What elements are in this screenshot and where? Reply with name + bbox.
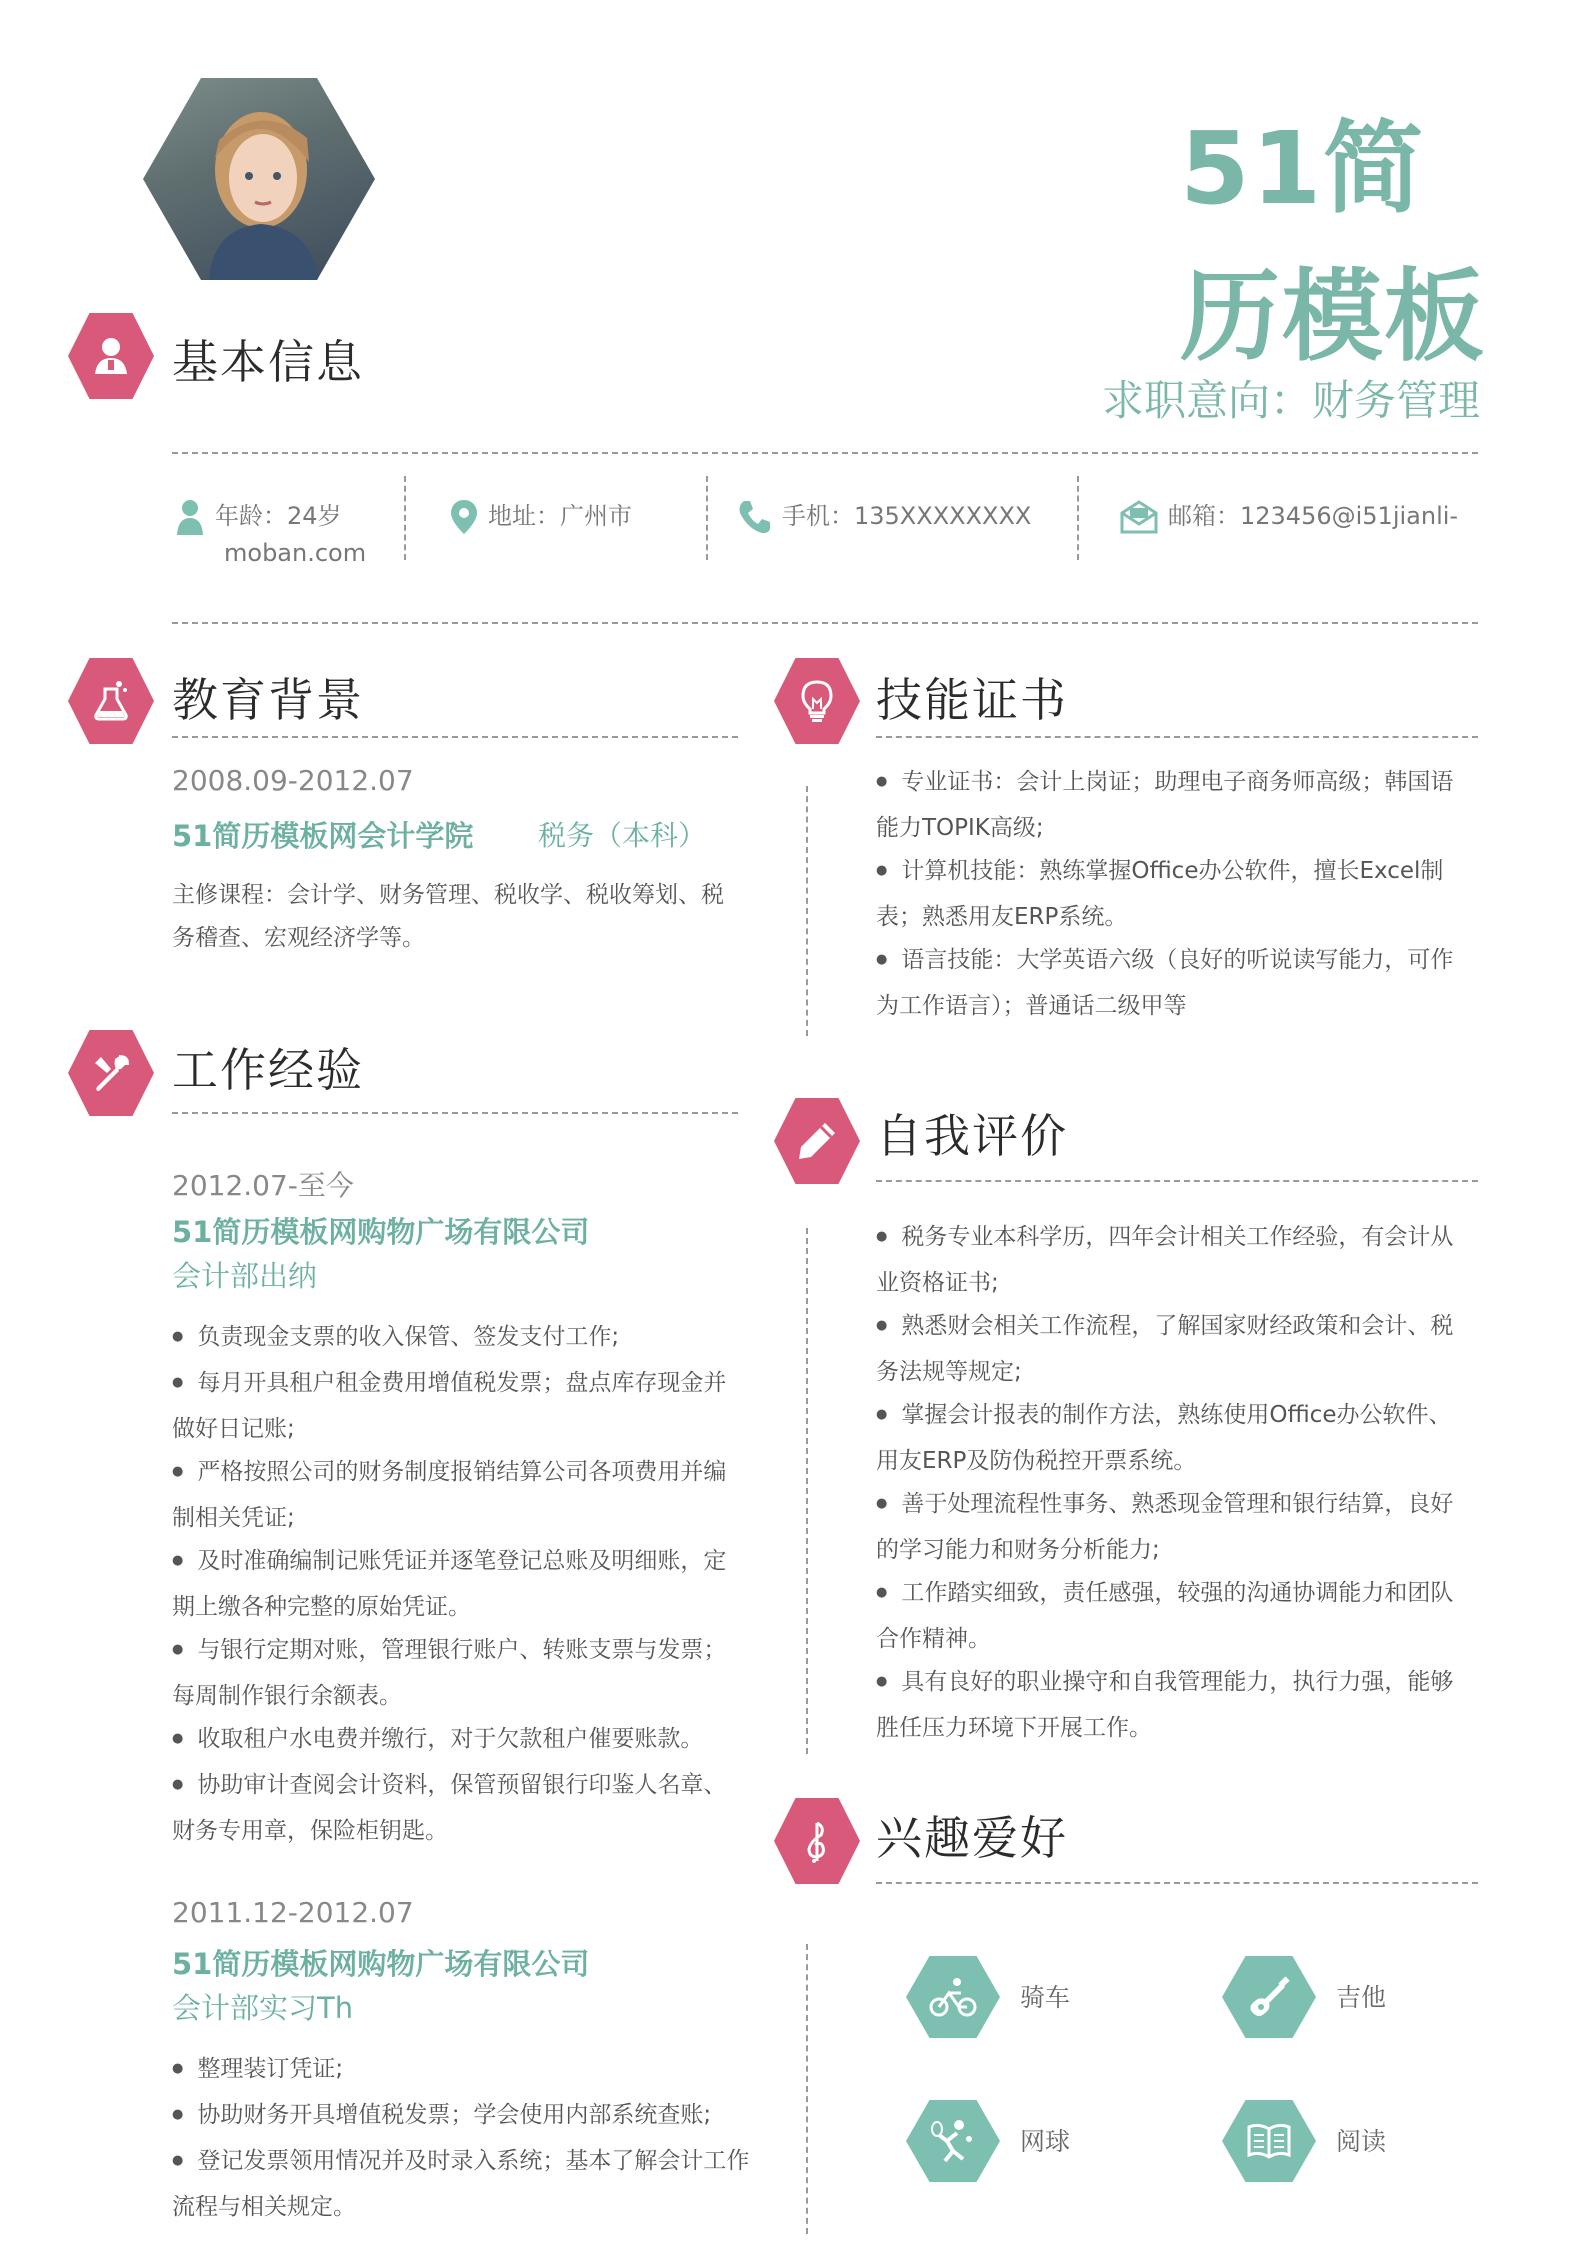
email-text: 邮箱：123456@i51jianli- [1168, 502, 1459, 530]
divider [172, 452, 1478, 454]
divider [172, 1112, 738, 1114]
lightbulb-icon [795, 679, 839, 723]
divider [806, 1944, 808, 2234]
divider [806, 1228, 808, 1754]
info-address [450, 496, 632, 535]
hobby-label-guitar: 吉他 [1336, 1983, 1387, 2012]
duty-item: ● 及时准确编制记账凭证并逐笔登记总账及明细账，定期上缴各种完整的原始凭证。 [172, 1540, 738, 1629]
age-text: 年龄：24岁 [215, 502, 342, 530]
self-eval-list [876, 1216, 1472, 1750]
skills-title: 技能证书 [876, 673, 1068, 727]
duty-item: ● 收取租户水电费并缴行，对于欠款租户催要账款。 [172, 1718, 738, 1764]
duty-item: ● 协助财务开具增值税发票；学会使用内部系统查账; [172, 2094, 758, 2140]
info-email [1120, 496, 1458, 535]
hobby-tennis [906, 2100, 1000, 2182]
job-1-duties [172, 1316, 738, 1853]
education-major: 税务（本科） [538, 819, 707, 852]
skills-list [876, 761, 1472, 1028]
duty-item: ● 整理装订凭证; [172, 2048, 758, 2094]
hobby-label-bicycle: 骑车 [1020, 1983, 1071, 2012]
divider [806, 786, 808, 1036]
hobby-label-tennis: 网球 [1020, 2127, 1071, 2156]
self-eval-item: ● 具有良好的职业操守和自我管理能力，执行力强，能够胜任压力环境下开展工作。 [876, 1661, 1472, 1750]
duty-item: ● 严格按照公司的财务制度报销结算公司各项费用并编制相关凭证; [172, 1451, 738, 1540]
basic-info-title: 基本信息 [172, 335, 364, 389]
self-eval-title: 自我评价 [876, 1109, 1068, 1163]
duty-item: ● 负责现金支票的收入保管、签发支付工作; [172, 1316, 738, 1362]
skill-item: ● 专业证书：会计上岗证；助理电子商务师高级；韩国语能力TOPIK高级; [876, 761, 1472, 850]
education-school: 51简历模板网会计学院 [172, 819, 474, 853]
self-eval-item: ● 善于处理流程性事务、熟悉现金管理和银行结算，良好的学习能力和财务分析能力; [876, 1483, 1472, 1572]
wrench-icon [89, 1051, 133, 1095]
skill-item: ● 计算机技能：熟练掌握Office办公软件，擅长Excel制表；熟悉用友ERP系统。 [876, 850, 1472, 939]
info-age [175, 496, 342, 535]
divider [172, 622, 1478, 624]
skill-item: ● 语言技能：大学英语六级（良好的听说读写能力，可作为工作语言）；普通话二级甲等 [876, 939, 1472, 1028]
skills-badge [774, 658, 860, 744]
divider [876, 1180, 1478, 1182]
duty-item: ● 协助审计查阅会计资料，保管预留银行印鉴人名章、财务专用章，保险柜钥匙。 [172, 1764, 738, 1853]
location-pin-icon [450, 499, 478, 535]
phone-text: 手机：135XXXXXXXX [782, 502, 1032, 530]
flask-icon [89, 679, 133, 723]
guitar-icon [1245, 1973, 1293, 2021]
info-phone [736, 496, 1031, 535]
education-period: 2008.09-2012.07 [172, 764, 414, 797]
mail-icon [1120, 499, 1158, 535]
job-2-period: 2011.12-2012.07 [172, 1896, 414, 1929]
resume-name: 51简历模板 [1180, 110, 1486, 375]
hobby-guitar [1222, 1956, 1316, 2038]
job-intention [1102, 368, 1480, 428]
address-text: 地址：广州市 [488, 502, 632, 530]
education-courses: 主修课程：会计学、财务管理、税收学、税收筹划、税务稽查、宏观经济学等。 [172, 882, 724, 951]
self-eval-item: ● 熟悉财会相关工作流程，了解国家财经政策和会计、税务法规等规定; [876, 1305, 1472, 1394]
job-2-company: 51简历模板网购物广场有限公司 [172, 1947, 590, 1981]
job-intention-value: 财务管理 [1311, 376, 1480, 425]
job-1-position: 会计部出纳 [172, 1259, 318, 1293]
hobby-bicycle [906, 1956, 1000, 2038]
duty-item: ● 登记发票领用情况并及时录入系统；基本了解会计工作流程与相关规定。 [172, 2140, 758, 2229]
job-2-duties [172, 2048, 758, 2229]
divider [706, 476, 708, 560]
duty-item: ● 与银行定期对账，管理银行账户、转账支票与发票；每周制作银行余额表。 [172, 1629, 738, 1718]
divider [1077, 476, 1079, 560]
hobby-label-reading: 阅读 [1336, 2127, 1387, 2156]
pencil-icon [795, 1119, 839, 1163]
job-2-position: 会计部实习Th [172, 1991, 354, 2025]
education-badge [68, 658, 154, 744]
job-1-company: 51简历模板网购物广场有限公司 [172, 1215, 590, 1249]
self-eval-item: ● 工作踏实细致，责任感强，较强的沟通协调能力和团队合作精神。 [876, 1572, 1472, 1661]
education-title: 教育背景 [172, 673, 364, 727]
job-1-period: 2012.07-至今 [172, 1169, 354, 1202]
hobby-reading [1222, 2100, 1316, 2182]
hobbies-badge [774, 1798, 860, 1884]
portrait-photo-icon [143, 78, 375, 280]
avatar [143, 78, 375, 280]
divider [876, 736, 1478, 738]
work-badge [68, 1030, 154, 1116]
info-email-cont: moban.com [224, 539, 367, 567]
duty-item: ● 每月开具租户租金费用增值税发票；盘点库存现金并做好日记账; [172, 1362, 738, 1451]
divider [172, 736, 738, 738]
job-intention-label: 求职意向： [1101, 376, 1312, 425]
person-icon [89, 334, 133, 378]
divider [404, 476, 406, 560]
basic-info-badge [68, 313, 154, 399]
work-title: 工作经验 [172, 1043, 364, 1097]
book-icon [1245, 2117, 1293, 2165]
hobbies-title: 兴趣爱好 [876, 1811, 1068, 1865]
self-eval-item: ● 掌握会计报表的制作方法，熟练使用Office办公软件、用友ERP及防伪税控开票系统。 [876, 1394, 1472, 1483]
self-eval-item: ● 税务专业本科学历，四年会计相关工作经验，有会计从业资格证书; [876, 1216, 1472, 1305]
tennis-icon [929, 2117, 977, 2165]
divider [876, 1882, 1478, 1884]
bicycle-icon [929, 1973, 977, 2021]
music-note-icon [795, 1819, 839, 1863]
user-icon [175, 499, 205, 535]
self-eval-badge [774, 1098, 860, 1184]
phone-icon [736, 499, 772, 535]
